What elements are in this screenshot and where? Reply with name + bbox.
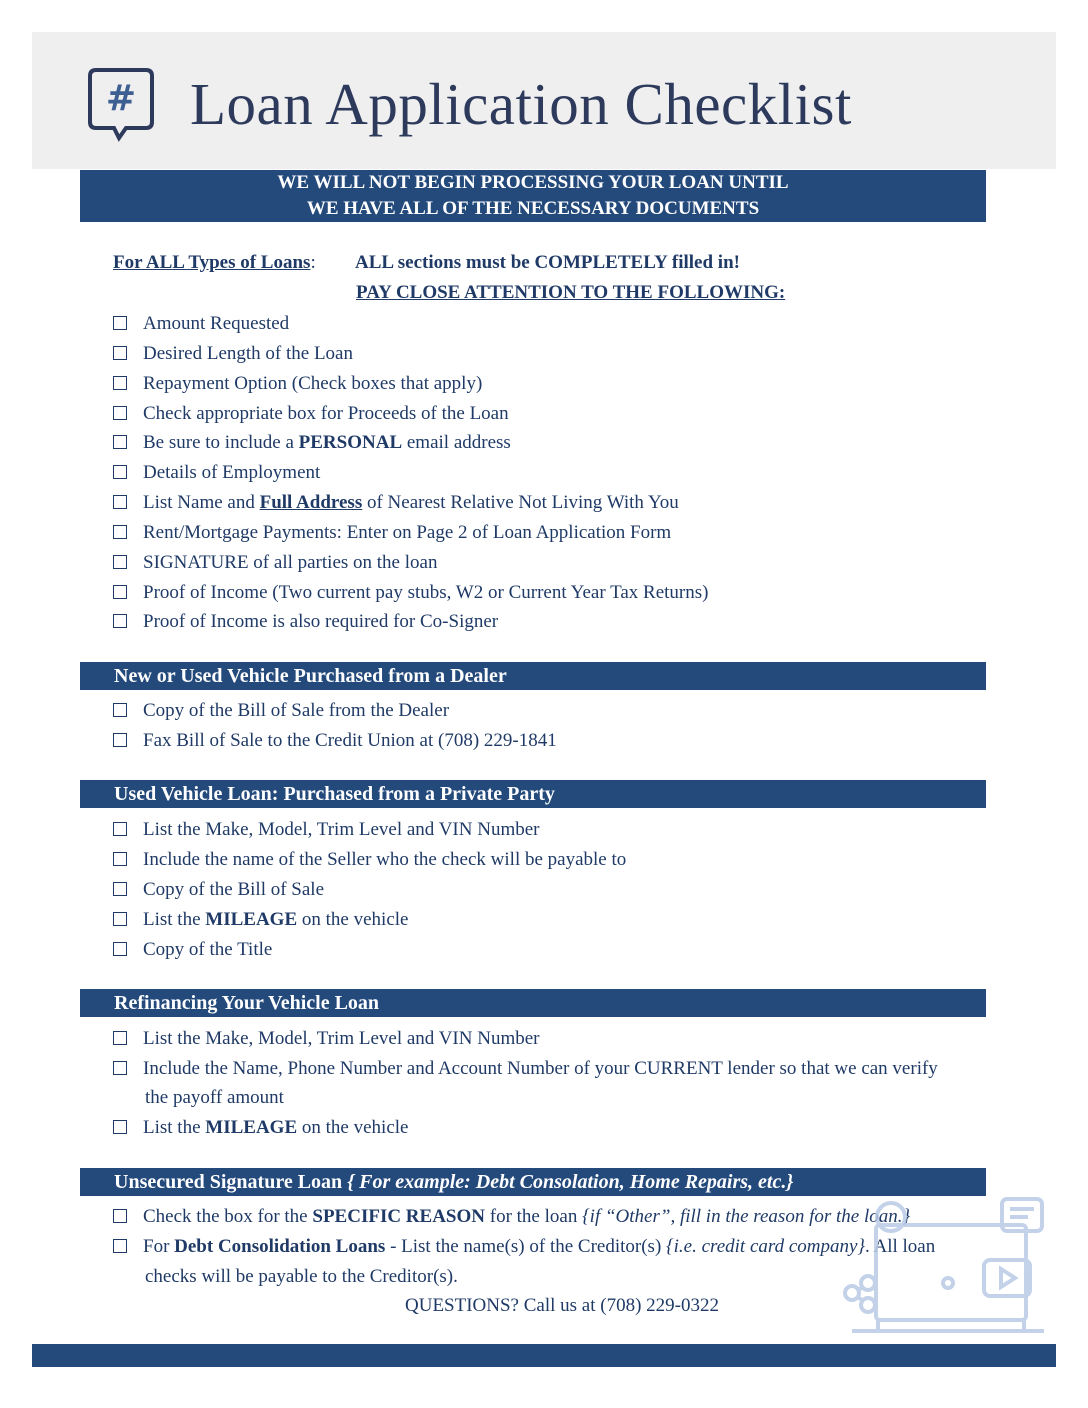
checklist-item[interactable]: SIGNATURE of all parties on the loan <box>113 550 437 576</box>
checklist-item[interactable]: List Name and Full Address of Nearest Relative Not Living With You <box>113 490 679 516</box>
checkbox[interactable] <box>113 1031 127 1045</box>
checklist-item[interactable]: List the MILEAGE on the vehicle <box>113 907 408 933</box>
checkbox[interactable] <box>113 733 127 747</box>
checkbox[interactable] <box>113 1209 127 1223</box>
checklist-item[interactable]: Be sure to include a PERSONAL email address <box>113 430 511 456</box>
checkbox[interactable] <box>113 346 127 360</box>
checkbox[interactable] <box>113 555 127 569</box>
section-heading-refinance: Refinancing Your Vehicle Loan <box>80 989 986 1017</box>
questions-contact: QUESTIONS? Call us at (708) 229-0322 <box>405 1295 719 1316</box>
checklist-item[interactable]: Check the box for the SPECIFIC REASON for the loan {if “Other”, fill in the reason for the loan.} <box>113 1204 910 1230</box>
checkbox[interactable] <box>113 465 127 479</box>
checkbox[interactable] <box>113 703 127 717</box>
checklist-item[interactable]: Include the name of the Seller who the check will be payable to <box>113 847 626 873</box>
intro-text: ALL sections must be COMPLETELY filled in! <box>355 252 740 273</box>
checklist-item[interactable]: Rent/Mortgage Payments: Enter on Page 2 of Loan Application Form <box>113 520 671 546</box>
checklist-item-continued: the payoff amount <box>145 1087 284 1108</box>
laptop-media-icon <box>838 1195 1050 1340</box>
checklist-item[interactable]: Fax Bill of Sale to the Credit Union at (708) 229-1841 <box>113 728 557 754</box>
checklist-item-continued: checks will be payable to the Creditor(s). <box>145 1266 458 1287</box>
svg-text:#: # <box>105 78 137 119</box>
checklist-item[interactable]: Details of Employment <box>113 460 320 486</box>
warning-line-1: WE WILL NOT BEGIN PROCESSING YOUR LOAN UNTIL <box>277 172 789 193</box>
checkbox[interactable] <box>113 316 127 330</box>
checkbox[interactable] <box>113 585 127 599</box>
checkbox[interactable] <box>113 882 127 896</box>
checklist-item[interactable]: Copy of the Bill of Sale from the Dealer <box>113 698 449 724</box>
intro-subheading: PAY CLOSE ATTENTION TO THE FOLLOWING: <box>356 282 786 303</box>
footer-bar <box>32 1344 1056 1367</box>
checkbox[interactable] <box>113 852 127 866</box>
checklist-item[interactable]: Repayment Option (Check boxes that apply) <box>113 371 482 397</box>
checklist-item[interactable]: List the MILEAGE on the vehicle <box>113 1115 408 1141</box>
checklist-item[interactable]: Include the Name, Phone Number and Account Number of your CURRENT lender so that we can verify <box>113 1056 938 1082</box>
checklist-item[interactable]: Check appropriate box for Proceeds of the Loan <box>113 401 509 427</box>
intro-label: For ALL Types of Loans: <box>113 252 316 273</box>
checklist-item[interactable]: List the Make, Model, Trim Level and VIN Number <box>113 1026 540 1052</box>
checklist-item[interactable]: For Debt Consolidation Loans - List the name(s) of the Creditor(s) {i.e. credit card company}. All loan <box>113 1234 935 1260</box>
checkbox[interactable] <box>113 1061 127 1075</box>
checklist-item[interactable]: Copy of the Title <box>113 937 272 963</box>
section-heading-private-party: Used Vehicle Loan: Purchased from a Private Party <box>80 780 986 808</box>
checklist-item[interactable]: Proof of Income (Two current pay stubs, W2 or Current Year Tax Returns) <box>113 580 708 606</box>
checkbox[interactable] <box>113 942 127 956</box>
hash-chat-icon <box>86 66 156 142</box>
checklist-item[interactable]: Proof of Income is also required for Co-Signer <box>113 609 498 635</box>
checkbox[interactable] <box>113 822 127 836</box>
checkbox[interactable] <box>113 525 127 539</box>
section-heading-dealer: New or Used Vehicle Purchased from a Dealer <box>80 662 986 690</box>
checklist-item[interactable]: Desired Length of the Loan <box>113 341 353 367</box>
warning-line-2: WE HAVE ALL OF THE NECESSARY DOCUMENTS <box>306 198 760 219</box>
checkbox[interactable] <box>113 376 127 390</box>
checkbox[interactable] <box>113 406 127 420</box>
checkbox[interactable] <box>113 1239 127 1253</box>
checkbox[interactable] <box>113 912 127 926</box>
checklist-item[interactable]: List the Make, Model, Trim Level and VIN Number <box>113 817 540 843</box>
checklist-item[interactable]: Amount Requested <box>113 311 289 337</box>
checkbox[interactable] <box>113 495 127 509</box>
checkbox[interactable] <box>113 1120 127 1134</box>
checkbox[interactable] <box>113 614 127 628</box>
checkbox[interactable] <box>113 435 127 449</box>
warning-banner <box>80 170 986 222</box>
page-title: Loan Application Checklist <box>190 71 852 137</box>
section-heading-unsecured: Unsecured Signature Loan { For example: Debt Consolation, Home Repairs, etc.} <box>80 1168 986 1196</box>
checklist-item[interactable]: Copy of the Bill of Sale <box>113 877 324 903</box>
